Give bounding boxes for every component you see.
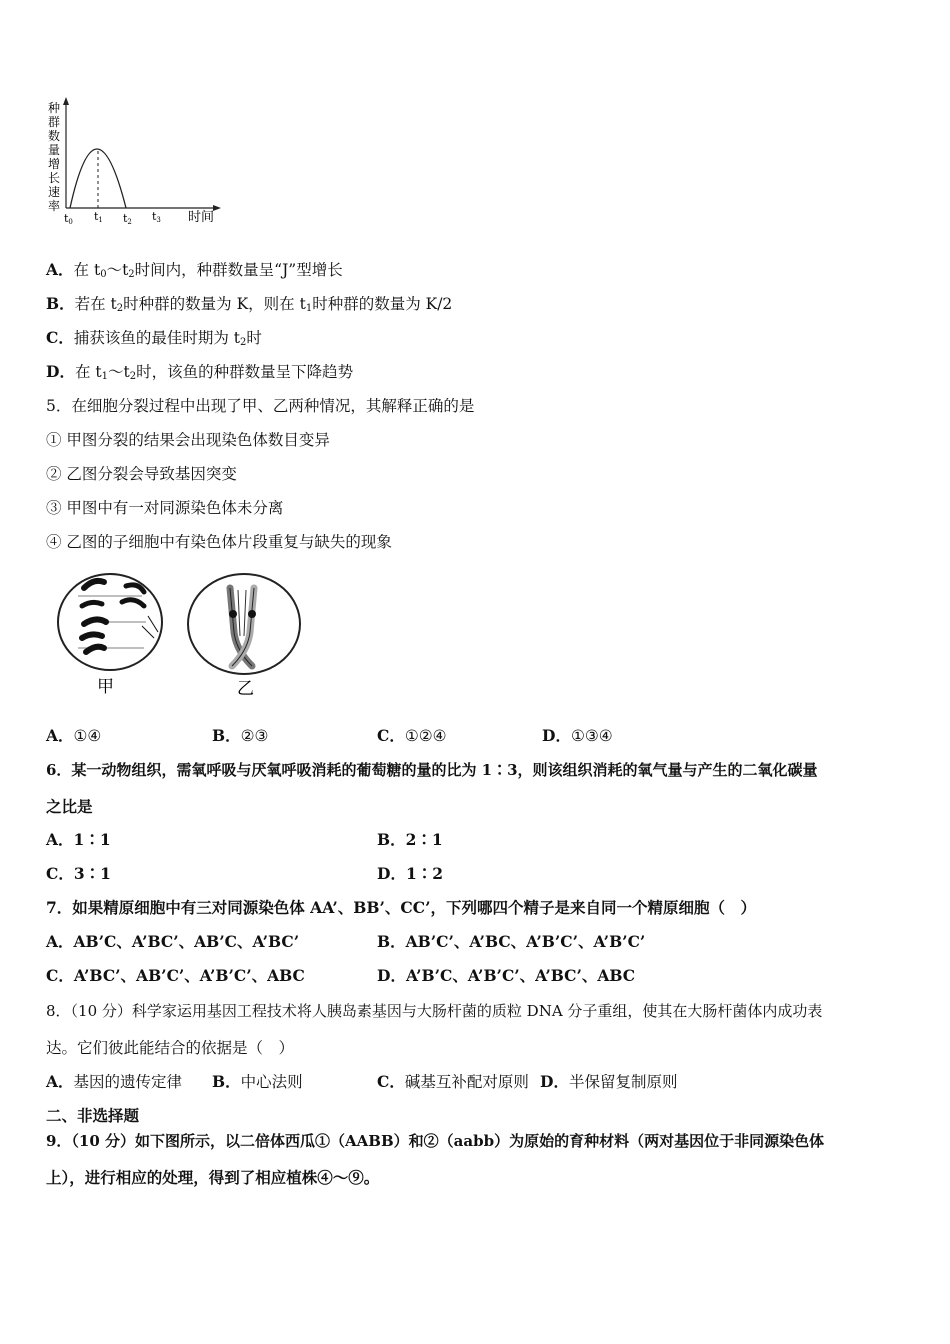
option-text: 基因的遗传定律 <box>73 1073 183 1091</box>
x-axis-label: 时间 <box>188 210 215 225</box>
y-axis-label-char: 种 <box>48 101 61 115</box>
subscript: 2 <box>128 269 135 280</box>
option-label: C． <box>377 1072 405 1091</box>
option-text: 在 t <box>73 261 101 279</box>
q7-option-a <box>46 932 299 952</box>
option-text: AB’C、A’BC’、AB’C、A’BC’ <box>73 932 300 951</box>
option-text: ①②④ <box>404 727 447 745</box>
subscript: 1 <box>305 303 313 314</box>
q5-statement-4: ④ 乙图的子细胞中有染色体片段重复与缺失的现象 <box>46 533 392 551</box>
q4-option-c <box>46 328 262 353</box>
option-label: B． <box>212 1072 241 1091</box>
x-tick-t0: t0 <box>64 212 73 226</box>
option-label: D． <box>540 1072 569 1091</box>
option-label: A． <box>46 726 74 745</box>
q4-option-a <box>46 260 343 285</box>
y-axis-label-char: 数 <box>48 129 61 143</box>
q8-stem-line1: 8．（10 分）科学家运用基因工程技术将人胰岛素基因与大肠杆菌的质粒 DNA 分子重组，使其在大肠杆菌体内成功表 <box>46 1002 823 1020</box>
q5-option-b <box>212 726 268 746</box>
q7-option-c <box>46 966 305 986</box>
y-axis-label-char: 率 <box>48 199 61 213</box>
y-axis-label-char: 群 <box>48 115 61 129</box>
y-axis-label-char: 长 <box>48 171 61 185</box>
cell-division-figure <box>52 566 312 706</box>
subscript: 0 <box>100 269 107 280</box>
option-text: 1∶1 <box>73 830 111 849</box>
q5-statement-3: ③ 甲图中有一对同源染色体未分离 <box>46 499 284 517</box>
option-text: AB’C’、A’BC、A’B’C’、A’B’C’ <box>405 932 646 951</box>
option-label: A． <box>46 260 74 279</box>
option-label: D． <box>542 726 571 745</box>
growth-rate-graph-svg <box>40 96 230 226</box>
option-text: 时，该鱼的种群数量呈下降趋势 <box>136 363 354 381</box>
q9-stem-line1: 9．（10 分）如下图所示，以二倍体西瓜①（AABB）和②（aabb）为原始的育种材料（两对基因位于非同源染色体 <box>46 1132 825 1150</box>
q6-stem-line2: 之比是 <box>46 797 93 816</box>
x-tick-t3: t3 <box>152 210 161 224</box>
section-title: 二、非选择题 <box>46 1106 140 1125</box>
option-text: 2∶1 <box>405 830 443 849</box>
option-text: 半保留复制原则 <box>568 1073 678 1091</box>
q5-statement-1: ① 甲图分裂的结果会出现染色体数目变异 <box>46 431 330 449</box>
y-axis-label-char: 速 <box>48 185 61 199</box>
y-axis-arrow <box>63 97 69 105</box>
option-text: 时 <box>246 329 262 347</box>
option-label: B． <box>377 932 406 951</box>
q8-option-a <box>46 1072 182 1092</box>
option-text: 时种群的数量为 K/2 <box>312 295 453 313</box>
q5-stem: 5．在细胞分裂过程中出现了甲、乙两种情况，其解释正确的是 <box>46 397 475 415</box>
option-text: 1∶2 <box>405 864 444 883</box>
q8-option-d <box>540 1072 677 1092</box>
option-label: D． <box>377 966 406 985</box>
q8-stem-line2: 达。它们彼此能结合的依据是（ ） <box>46 1039 295 1057</box>
q8-option-c <box>377 1072 529 1092</box>
option-label: D． <box>377 864 406 883</box>
option-label: C． <box>377 726 405 745</box>
q4-option-b <box>46 294 452 319</box>
cell-jia <box>58 574 162 670</box>
option-label: B． <box>377 830 406 849</box>
option-text: A’BC’、AB’C’、A’B’C’、ABC <box>73 966 305 985</box>
option-text: 时间内，种群数量呈“J”型增长 <box>134 261 343 279</box>
q6-stem-line1: 6．某一动物组织，需氧呼吸与厌氧呼吸消耗的葡萄糖的量的比为 1∶3，则该组织消耗的氧气量与产生的二氧化碳量 <box>46 761 818 779</box>
option-label: C． <box>46 864 74 883</box>
x-tick-t2: t2 <box>123 212 132 226</box>
q5-statement-2: ② 乙图分裂会导致基因突变 <box>46 465 237 483</box>
option-text: 时种群的数量为 K，则在 t <box>123 295 306 313</box>
q7-options-row2 <box>0 966 950 986</box>
option-text: 若在 t <box>74 295 117 313</box>
option-text: 在 t <box>74 363 102 381</box>
option-label: C． <box>46 328 74 347</box>
q6-option-a <box>46 830 111 850</box>
option-text: ②③ <box>240 727 269 745</box>
option-text: ～t <box>107 363 130 381</box>
q6-options-row1 <box>0 830 950 850</box>
option-label: B． <box>46 294 75 313</box>
option-text: ～t <box>106 261 129 279</box>
option-text: A’B’C、A’B’C’、A’BC’、ABC <box>405 966 636 985</box>
q7-option-d <box>377 966 635 986</box>
option-text: ①③④ <box>570 727 613 745</box>
option-text: 中心法则 <box>240 1073 303 1091</box>
option-text: 碱基互补配对原则 <box>404 1073 529 1091</box>
q9-stem-line2: 上），进行相应的处理，得到了相应植株④～⑨。 <box>46 1168 380 1187</box>
q7-option-b <box>377 932 645 952</box>
q4-option-d <box>46 362 353 387</box>
q5-option-d <box>542 726 613 746</box>
q6-option-c <box>46 864 111 884</box>
option-text: 捕获该鱼的最佳时期为 t <box>73 329 241 347</box>
q8-option-b <box>212 1072 303 1092</box>
cell-yi <box>188 574 300 674</box>
option-text: ①④ <box>73 727 102 745</box>
subscript: 2 <box>116 303 124 314</box>
option-label: A． <box>46 830 74 849</box>
subscript: 2 <box>240 337 247 348</box>
q7-stem: 7．如果精原细胞中有三对同源染色体 AA’、BB’、CC’，下列哪四个精子是来自同一个精原细胞（ ） <box>46 898 756 917</box>
subscript: 1 <box>101 371 108 382</box>
figure-label-yi: 乙 <box>237 679 254 699</box>
growth-rate-graph <box>40 96 230 226</box>
q7-options-row1 <box>0 932 950 952</box>
subscript: 2 <box>129 371 137 382</box>
option-label: C． <box>46 966 74 985</box>
q6-options-row2 <box>0 864 950 884</box>
option-label: B． <box>212 726 241 745</box>
q5-options <box>0 726 950 746</box>
x-tick-t1: t1 <box>94 210 103 224</box>
x-axis-arrow <box>213 205 221 211</box>
option-text: 3∶1 <box>73 864 111 883</box>
q8-options <box>0 1072 950 1092</box>
figure-label-jia: 甲 <box>97 677 114 697</box>
q6-option-b <box>377 830 443 850</box>
option-label: A． <box>46 932 74 951</box>
q5-option-a <box>46 726 101 746</box>
y-axis-label-char: 量 <box>48 143 61 157</box>
q6-option-d <box>377 864 443 884</box>
q5-option-c <box>377 726 447 746</box>
cell-division-figure-svg <box>52 566 312 706</box>
y-axis-label-char: 增 <box>48 157 61 171</box>
option-label: D． <box>46 362 75 381</box>
option-label: A． <box>46 1072 74 1091</box>
